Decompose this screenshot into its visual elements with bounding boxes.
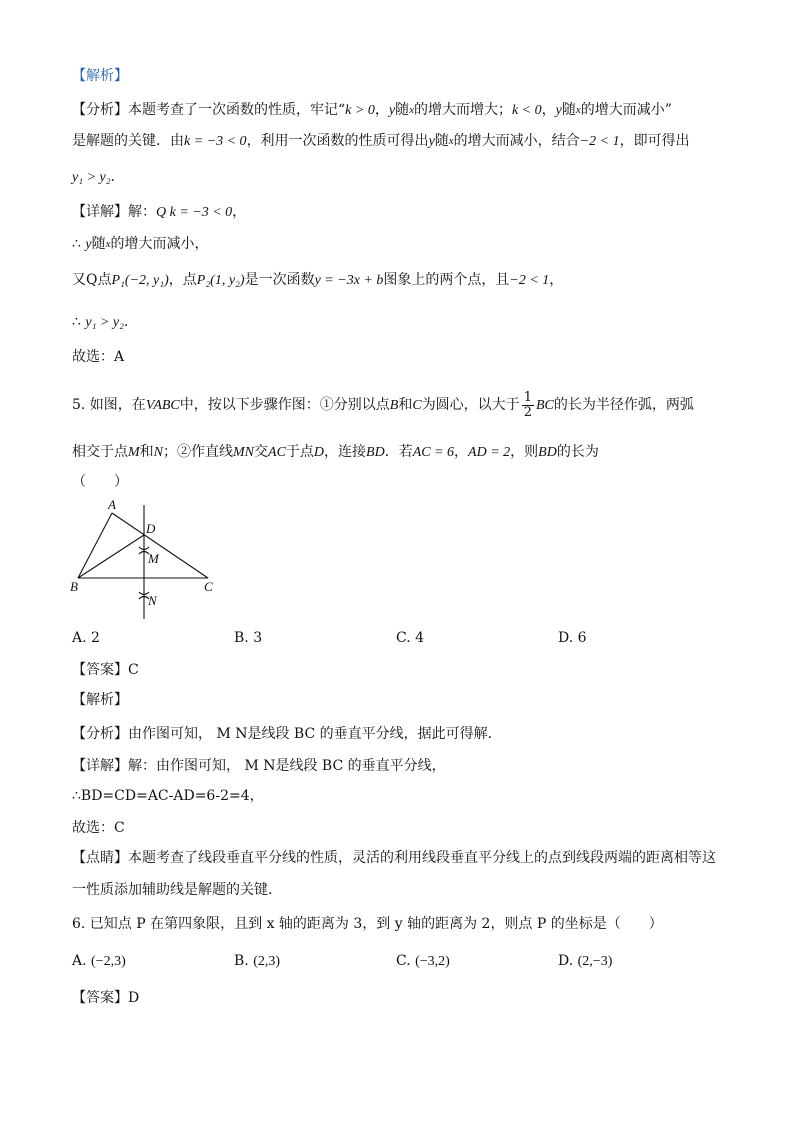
q5-analysis: 【分析】由作图可知， M N是线段 BC 的垂直平分线，据此可得解． <box>72 726 502 742</box>
fraction-half: $\frac{1}{2}$ <box>523 389 532 420</box>
label-b: B <box>70 579 78 594</box>
q6-answer: 【答案】D <box>72 990 140 1006</box>
side-ac <box>112 513 208 578</box>
label-d: D <box>146 521 156 536</box>
q6-stem: 6. 已知点 P 在第四象限，且到 x 轴的距离为 3，到 y 轴的距离为 2，则点 P 的坐标是（ ） <box>72 916 663 932</box>
detail-line-1: 【详解】解：Q k = −3 < 0， <box>72 204 247 220</box>
analysis-conclusion: y₁ > y₂． <box>72 169 125 185</box>
detail-line-2: ∴ y随$^x$的增大而减小， <box>72 236 209 252</box>
q5-option-a[interactable]: A. 2 <box>72 630 100 646</box>
q6-option-a[interactable]: A. (−2,3) <box>72 953 126 969</box>
q6-option-b[interactable]: B. (2,3) <box>234 953 281 969</box>
q5-option-d[interactable]: D. 6 <box>558 630 587 646</box>
q5-paren: （ ） <box>72 474 128 490</box>
q5-stem-line-2: 相交于点M和N；②作直线MN交AC于点D，连接BD．若AC = 6，AD = 2，则BD的长为 <box>72 444 599 460</box>
prev-choose: 故选：A <box>72 349 125 365</box>
q5-analysis-heading: 【解析】 <box>72 692 128 708</box>
triangle-figure <box>70 495 230 625</box>
label-a: A <box>108 497 116 512</box>
side-ab <box>78 513 112 578</box>
q5-option-b[interactable]: B. 3 <box>234 630 263 646</box>
analysis-heading: 【解析】 <box>72 68 128 84</box>
analysis-line-1: 【分析】本题考查了一次函数的性质，牢记“k > 0，y随$^x$的增大而增大；k < 0，y随$^x$的增大而减小” <box>72 102 672 118</box>
label-n: N <box>148 593 157 608</box>
q6-options <box>72 951 722 971</box>
q5-stem-line-1: 5. 如图，在VABC中，按以下步骤作图：①分别以点B和C为圆心，以大于 $\frac{1}{2}$ BC的长为半径作弧，两弧 <box>72 389 694 420</box>
q5-choose: 故选：C <box>72 820 125 836</box>
q6-option-c[interactable]: C. (−3,2) <box>396 953 450 969</box>
detail-line-4: ∴ y₁ > y₂． <box>72 314 138 330</box>
q5-option-c[interactable]: C. 4 <box>396 630 425 646</box>
q6-option-d[interactable]: D. (2,−3) <box>558 953 613 969</box>
analysis-line-2: 是解题的关键．由k = −3 < 0，利用一次函数的性质可得出y随$^x$的增大而减小，结合−2 < 1，即可得出 <box>72 133 690 149</box>
segment-bd <box>78 535 144 578</box>
q5-calc: ∴BD=CD=AC-AD=6-2=4， <box>72 788 264 804</box>
q5-answer: 【答案】C <box>72 662 139 678</box>
label-m: M <box>148 551 159 566</box>
q5-remark-2: 一性质添加辅助线是解题的关键． <box>72 882 282 898</box>
q5-detail: 【详解】解：由作图可知， M N是线段 BC 的垂直平分线， <box>72 758 446 774</box>
q5-remark-1: 【点睛】本题考查了线段垂直平分线的性质，灵活的利用线段垂直平分线上的点到线段两端的距离相等这 <box>72 850 716 866</box>
detail-line-3: 又Q点P₁(−2, y₁)，点P₂(1, y₂)是一次函数y = −3x + b图象上的两个点，且−2 < 1， <box>72 272 564 288</box>
label-c: C <box>204 579 213 594</box>
q5-options <box>72 628 722 648</box>
